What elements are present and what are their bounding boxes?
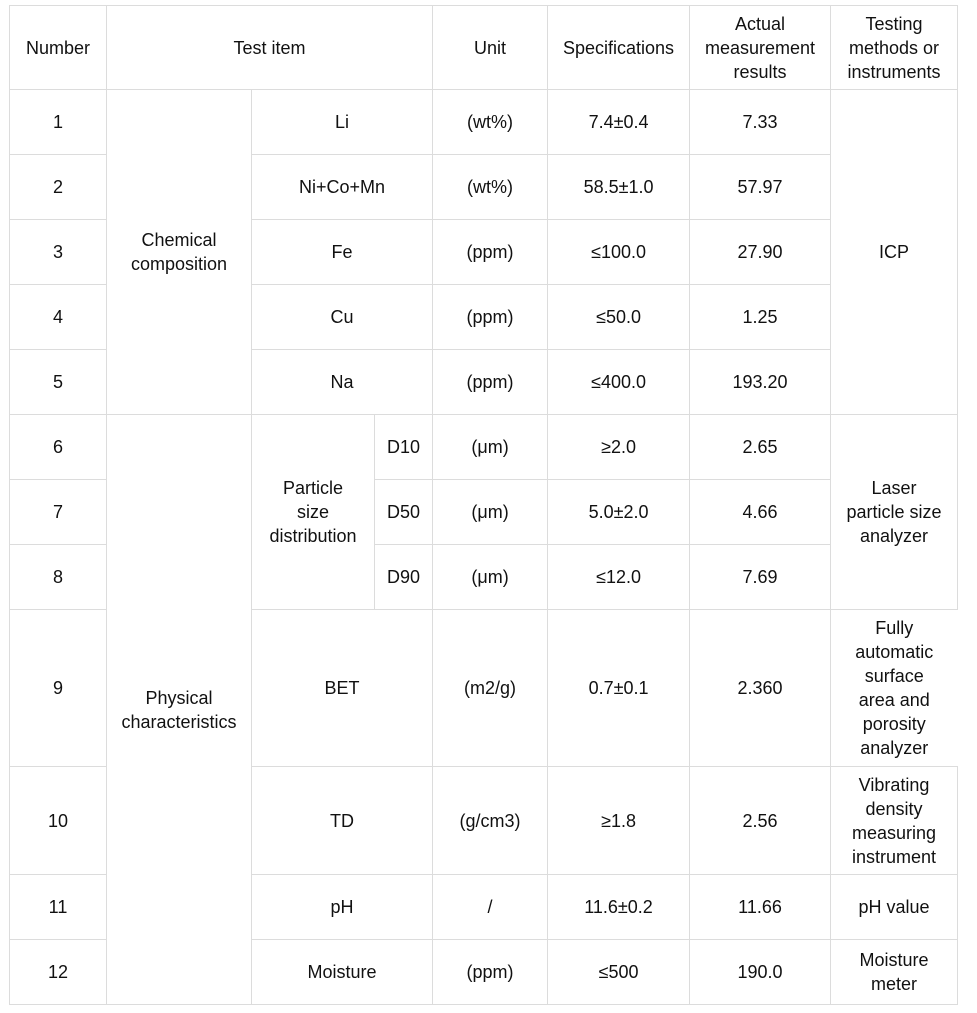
table-row xyxy=(10,415,958,480)
row-number: 3 xyxy=(10,220,107,285)
actual-result: 57.97 xyxy=(690,155,831,220)
unit: (μm) xyxy=(433,480,548,545)
specification: ≤400.0 xyxy=(548,350,690,415)
specification: ≥1.8 xyxy=(548,767,690,875)
table-row xyxy=(10,90,958,155)
row-number: 2 xyxy=(10,155,107,220)
row-number: 8 xyxy=(10,545,107,610)
actual-result: 2.56 xyxy=(690,767,831,875)
actual-result: 7.33 xyxy=(690,90,831,155)
method-laser-analyzer: Laser particle size analyzer xyxy=(831,415,958,610)
test-item: BET xyxy=(252,610,433,767)
actual-result: 1.25 xyxy=(690,285,831,350)
unit: (μm) xyxy=(433,545,548,610)
row-number: 7 xyxy=(10,480,107,545)
method-icp: ICP xyxy=(831,90,958,415)
header-number: Number xyxy=(10,6,107,90)
specification: 5.0±2.0 xyxy=(548,480,690,545)
actual-result: 193.20 xyxy=(690,350,831,415)
row-number: 4 xyxy=(10,285,107,350)
test-item: D50 xyxy=(375,480,433,545)
specification-table xyxy=(9,5,958,1005)
specification: 11.6±0.2 xyxy=(548,875,690,940)
row-number: 11 xyxy=(10,875,107,940)
specification: 0.7±0.1 xyxy=(548,610,690,767)
unit: (m2/g) xyxy=(433,610,548,767)
row-number: 1 xyxy=(10,90,107,155)
actual-result: 7.69 xyxy=(690,545,831,610)
method-bet-analyzer: Fully automatic surface area and porosity analyzer xyxy=(831,610,958,767)
unit: (ppm) xyxy=(433,285,548,350)
test-item: Cu xyxy=(252,285,433,350)
unit: (wt%) xyxy=(433,155,548,220)
header-testing-method: Testing methods or instruments xyxy=(831,6,958,90)
method-density-instrument: Vibrating density measuring instrument xyxy=(831,767,958,875)
group-physical-characteristics: Physical characteristics xyxy=(107,415,252,1005)
specification: ≤100.0 xyxy=(548,220,690,285)
actual-result: 27.90 xyxy=(690,220,831,285)
test-item: Li xyxy=(252,90,433,155)
unit: (ppm) xyxy=(433,220,548,285)
unit: (ppm) xyxy=(433,940,548,1005)
test-item: Fe xyxy=(252,220,433,285)
test-item: Na xyxy=(252,350,433,415)
actual-result: 4.66 xyxy=(690,480,831,545)
unit: (g/cm3) xyxy=(433,767,548,875)
specification: ≤500 xyxy=(548,940,690,1005)
test-item: Ni+Co+Mn xyxy=(252,155,433,220)
method-moisture-meter: Moisture meter xyxy=(831,940,958,1005)
row-number: 5 xyxy=(10,350,107,415)
test-item: Moisture xyxy=(252,940,433,1005)
unit: (μm) xyxy=(433,415,548,480)
group-chemical-composition: Chemical composition xyxy=(107,90,252,415)
test-item: D90 xyxy=(375,545,433,610)
specification: 7.4±0.4 xyxy=(548,90,690,155)
actual-result: 190.0 xyxy=(690,940,831,1005)
row-number: 9 xyxy=(10,610,107,767)
unit: (wt%) xyxy=(433,90,548,155)
specification: ≥2.0 xyxy=(548,415,690,480)
unit: / xyxy=(433,875,548,940)
test-item: pH xyxy=(252,875,433,940)
specification: 58.5±1.0 xyxy=(548,155,690,220)
specification: ≤50.0 xyxy=(548,285,690,350)
row-number: 6 xyxy=(10,415,107,480)
header-row xyxy=(10,6,958,90)
actual-result: 11.66 xyxy=(690,875,831,940)
actual-result: 2.65 xyxy=(690,415,831,480)
row-number: 10 xyxy=(10,767,107,875)
method-ph-value: pH value xyxy=(831,875,958,940)
group-particle-size-distribution: Particle size distribution xyxy=(252,415,375,610)
unit: (ppm) xyxy=(433,350,548,415)
header-test-item: Test item xyxy=(107,6,433,90)
specification: ≤12.0 xyxy=(548,545,690,610)
row-number: 12 xyxy=(10,940,107,1005)
header-specifications: Specifications xyxy=(548,6,690,90)
test-item: TD xyxy=(252,767,433,875)
actual-result: 2.360 xyxy=(690,610,831,767)
test-item: D10 xyxy=(375,415,433,480)
header-unit: Unit xyxy=(433,6,548,90)
header-actual-results: Actual measurement results xyxy=(690,6,831,90)
